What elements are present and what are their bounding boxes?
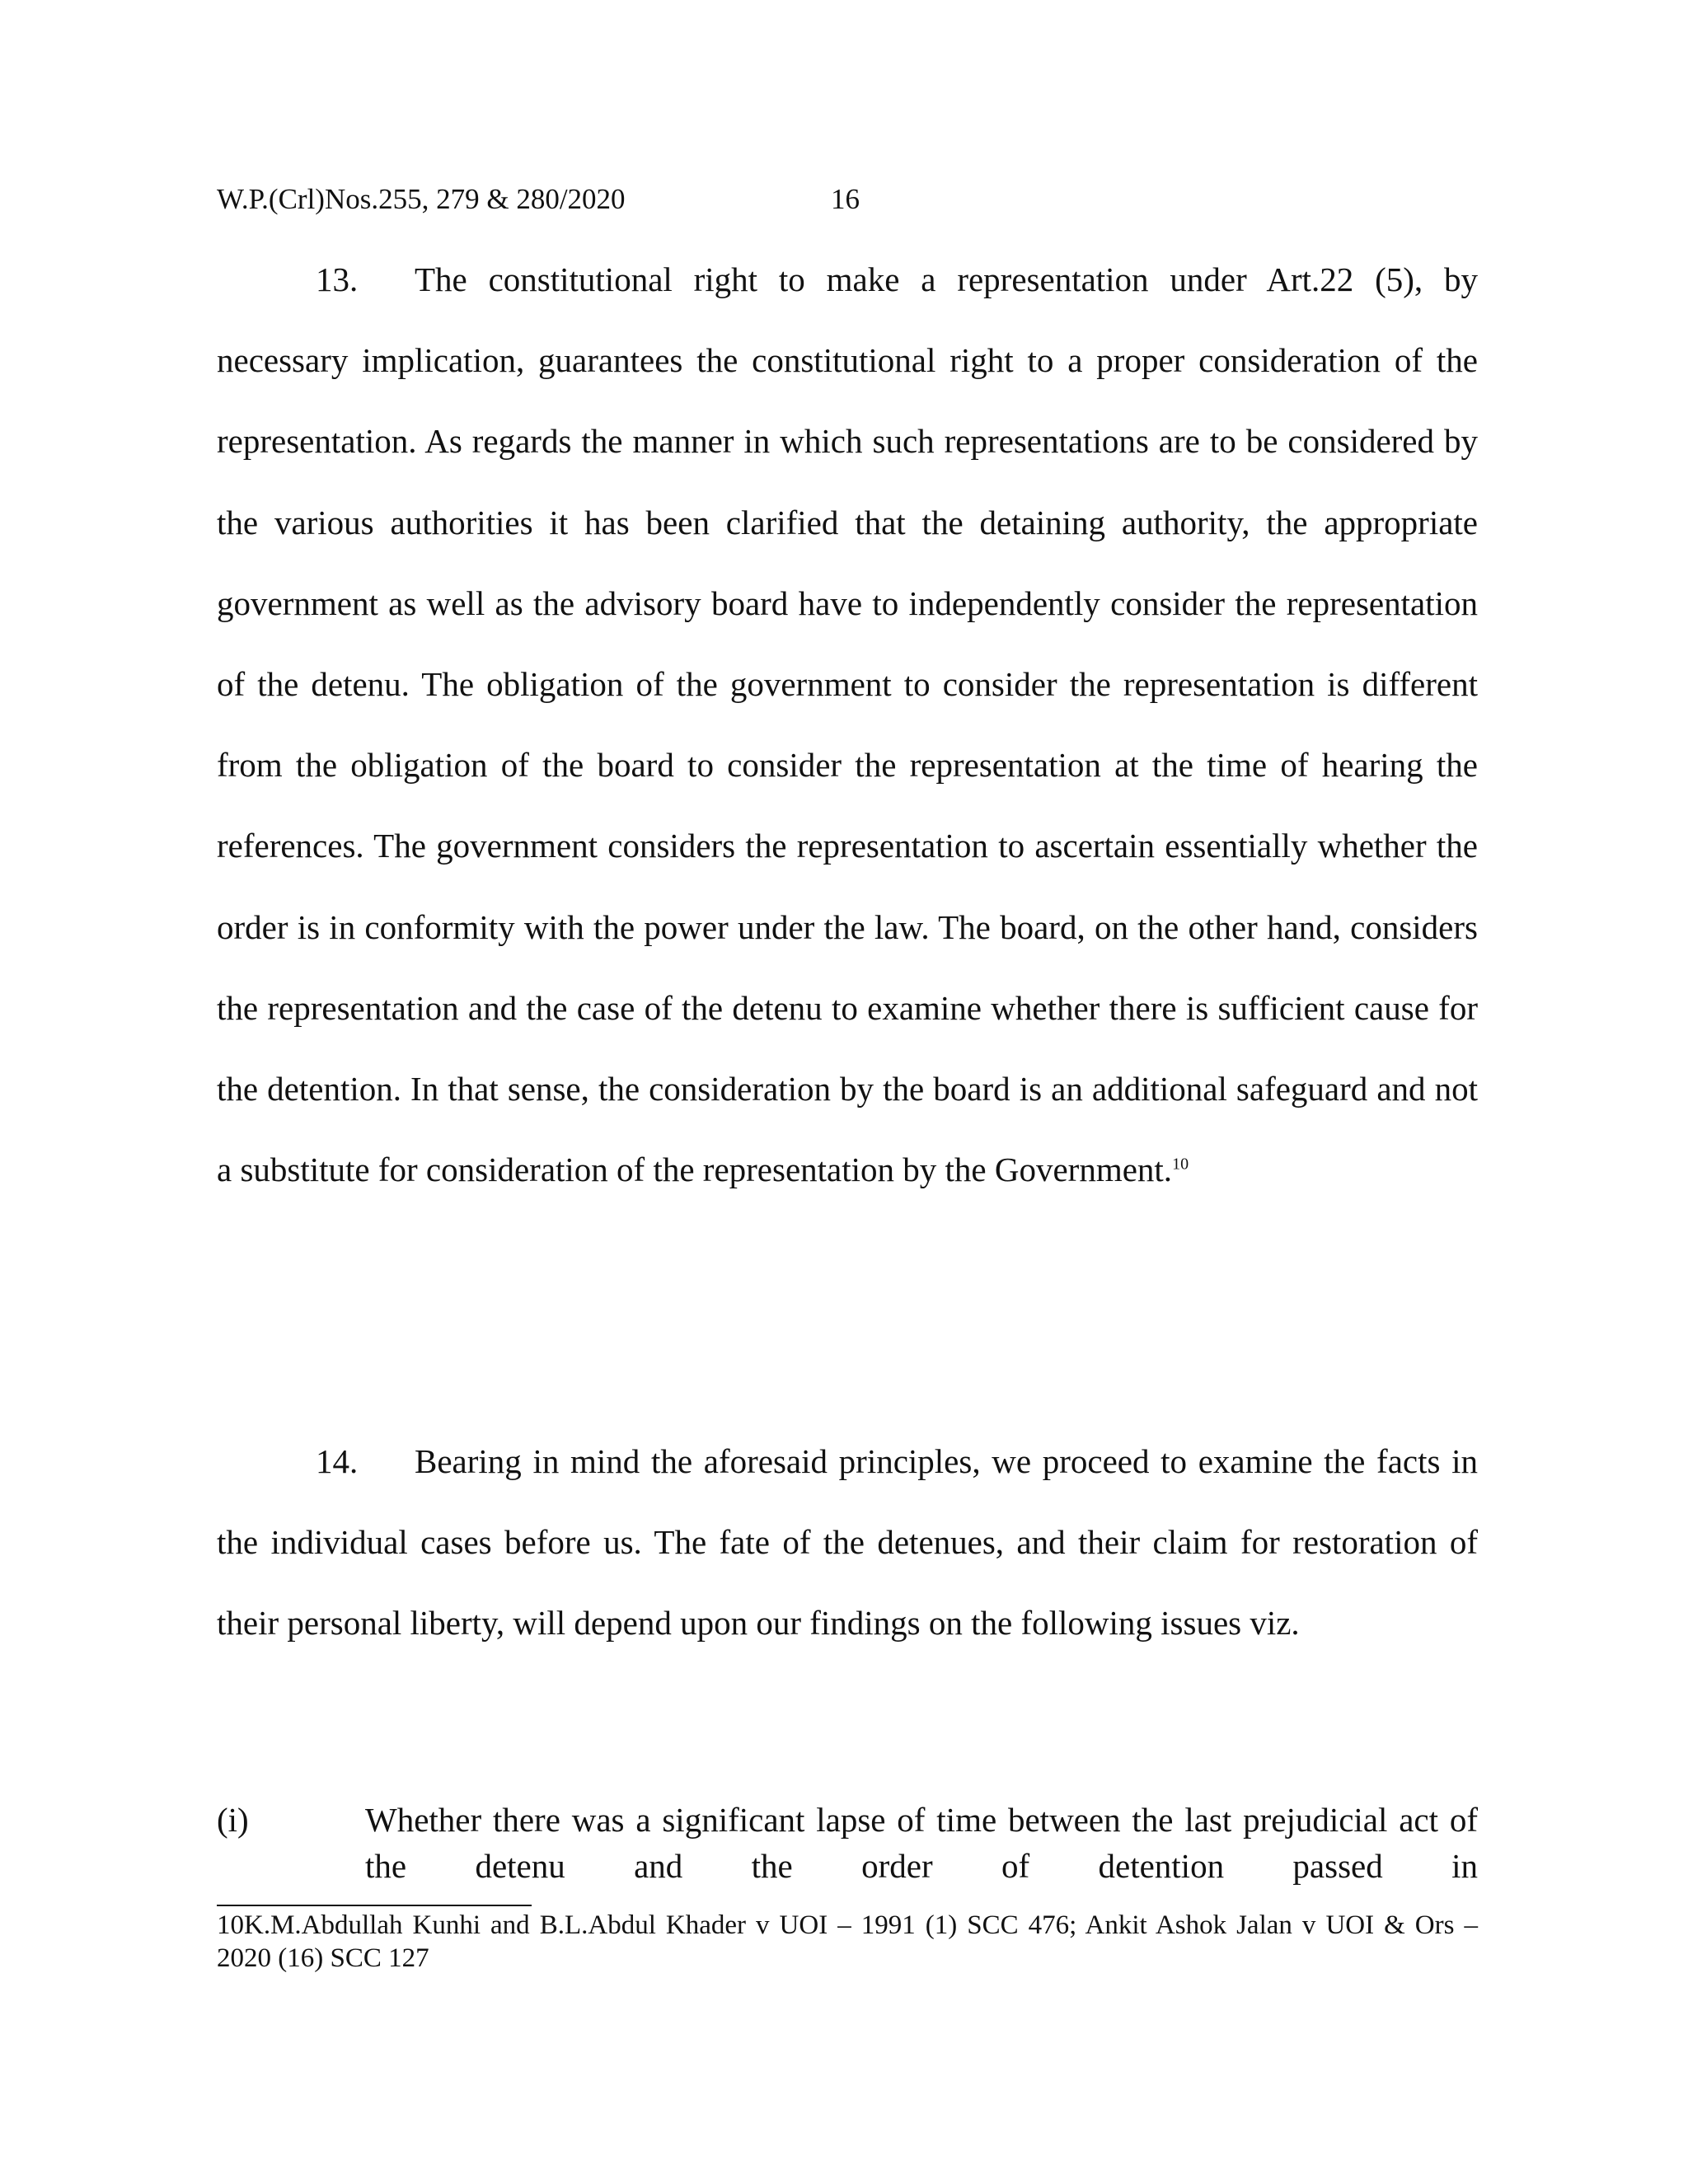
paragraph-text: The constitutional right to make a representation under Art.22 (5), by necessary implication, guarantees the constitutional right to a proper consideration of the representation. As regards the manner in which such representations are to be considered by the various authorities it has been clarified that the detaining authority, the appropriate government as well as the advisory board have to independently consider the representation of the detenu. The obligation of the government to consider the representation is different from the obligation of the board to consider the representation at the time of hearing the references. The government considers the representation to ascertain essentially whether the order is in conformity with the power under the law. The board, on the other hand, considers the representation and the case of the detenu to examine whether there is sufficient cause for the detention. In that sense, the consideration by the board is an additional safeguard and not a substitute for consideration of the representation by the Government. [217,260,1478,1189]
footnote-divider [217,1905,532,1906]
footnote-reference[interactable]: 10 [1172,1155,1189,1174]
issue-item [217,1797,1478,1889]
footnote-text: K.M.Abdullah Kunhi and B.L.Abdul Khader v UOI – 1991 (1) SCC 476; Ankit Ashok Jalan v UOI & Ors – 2020 (16) SCC 127 [217,1910,1478,1973]
page-header [217,176,860,222]
footnote-number: 10 [217,1910,244,1940]
footnote [217,1909,1478,1975]
paragraph-14 [217,1421,1478,1664]
case-number: W.P.(Crl)Nos.255, 279 & 280/2020 [217,183,626,215]
paragraph-13 [217,239,1478,1210]
issue-label: (i) [217,1801,249,1839]
paragraph-text: Bearing in mind the aforesaid principles, we proceed to examine the facts in the individual cases before us. The fate of the detenues, and their claim for restoration of their personal liberty, will depend upon our findings on the following issues viz. [217,1442,1478,1643]
page-number: 16 [831,183,860,215]
paragraph-number: 14. [316,1442,359,1480]
issue-text: Whether there was a significant lapse of time between the last prejudicial act of the detenu and the order of detention passed in [365,1801,1478,1885]
paragraph-number: 13. [316,260,359,298]
